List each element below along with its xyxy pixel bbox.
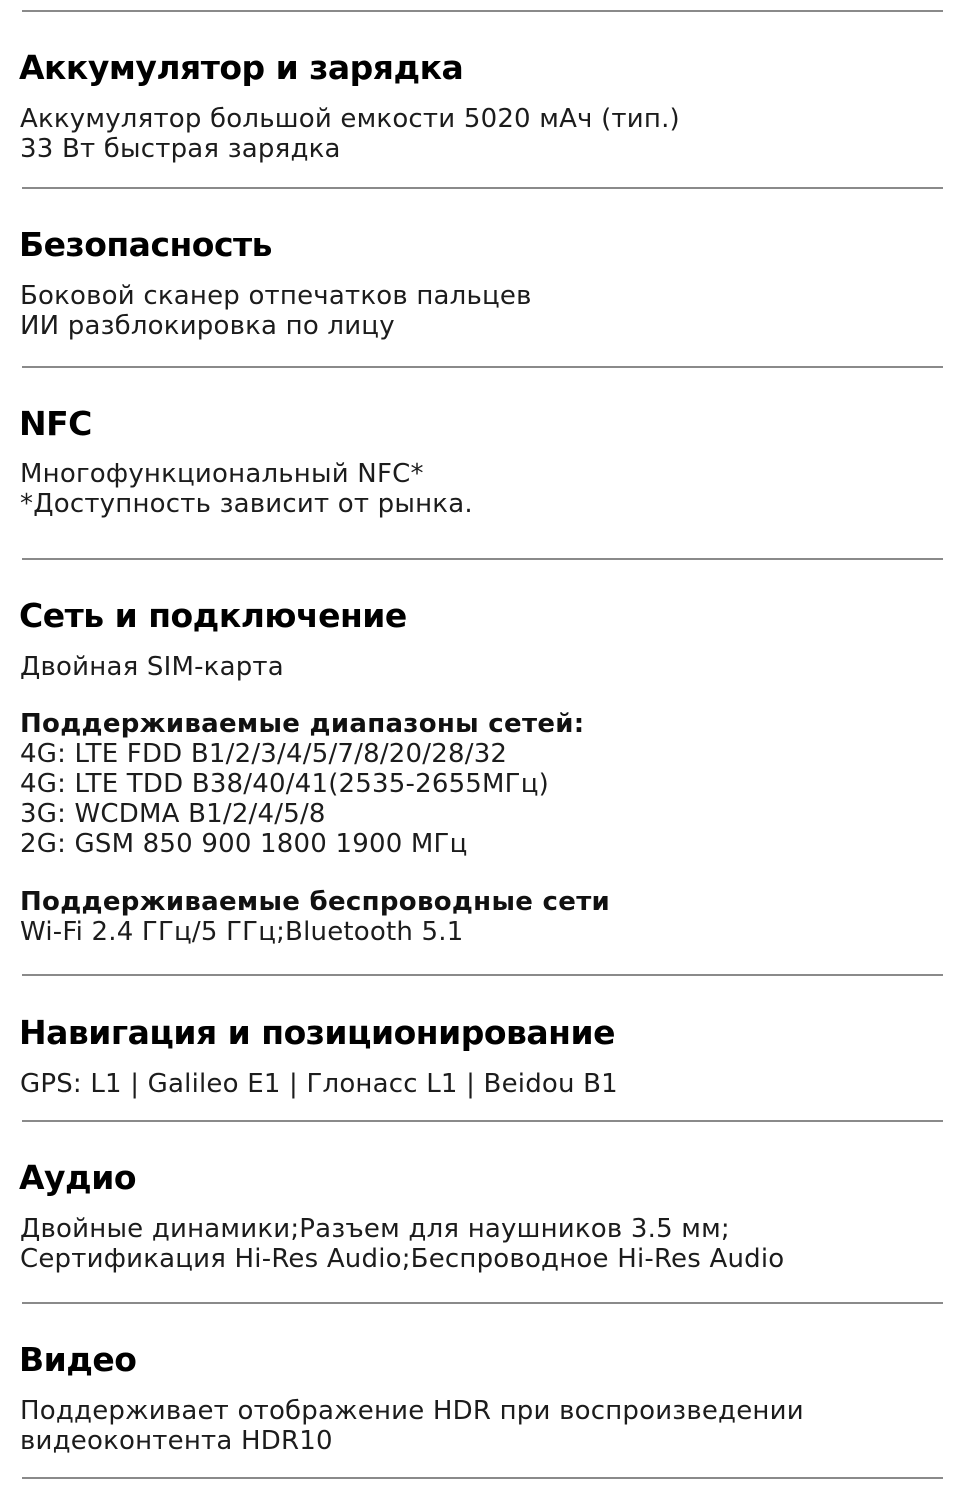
nfc-footnote-text: *Доступность зависит от рынка. xyxy=(20,489,473,519)
divider-after-nfc xyxy=(22,558,943,560)
network-band-4g-fdd: 4G: LTE FDD B1/2/3/4/5/7/8/20/28/32 xyxy=(20,739,508,769)
audio-hires-text: Сертификация Hi-Res Audio;Беспроводное Hi-Res Audio xyxy=(20,1244,785,1274)
divider-after-battery xyxy=(22,187,943,189)
divider-top xyxy=(22,10,943,12)
security-fingerprint-text: Боковой сканер отпечатков пальцев xyxy=(20,281,532,311)
network-dual-sim-text: Двойная SIM-карта xyxy=(20,652,284,682)
section-title-audio: Аудио xyxy=(19,1158,136,1197)
section-title-security: Безопасность xyxy=(19,225,273,264)
security-faceunlock-text: ИИ разблокировка по лицу xyxy=(20,311,395,341)
network-band-2g: 2G: GSM 850 900 1800 1900 МГц xyxy=(20,829,468,859)
battery-charging-text: 33 Вт быстрая зарядка xyxy=(20,134,341,164)
section-title-network: Сеть и подключение xyxy=(19,596,407,635)
section-title-battery: Аккумулятор и зарядка xyxy=(19,48,464,87)
section-title-video: Видео xyxy=(19,1340,137,1379)
network-band-3g: 3G: WCDMA B1/2/4/5/8 xyxy=(20,799,326,829)
video-hdr-text-line-1: Поддерживает отображение HDR при воспроизведении xyxy=(20,1396,804,1426)
nfc-feature-text: Многофункциональный NFC* xyxy=(20,459,424,489)
section-title-nfc: NFC xyxy=(19,404,92,443)
network-band-4g-tdd: 4G: LTE TDD B38/40/41(2535-2655МГц) xyxy=(20,769,549,799)
audio-speakers-text: Двойные динамики;Разъем для наушников 3.5 мм; xyxy=(20,1214,730,1244)
divider-after-network xyxy=(22,974,943,976)
navigation-gnss-text: GPS: L1 | Galileo E1 | Глонасс L1 | Beidou B1 xyxy=(20,1069,618,1099)
battery-capacity-text: Аккумулятор большой емкости 5020 мАч (тип.) xyxy=(20,104,680,134)
section-title-navigation: Навигация и позиционирование xyxy=(19,1013,615,1052)
divider-after-audio xyxy=(22,1302,943,1304)
video-hdr-text-line-2: видеоконтента HDR10 xyxy=(20,1426,333,1456)
divider-after-navigation xyxy=(22,1120,943,1122)
network-wireless-heading: Поддерживаемые беспроводные сети xyxy=(20,887,611,917)
network-wireless-text: Wi-Fi 2.4 ГГц/5 ГГц;Bluetooth 5.1 xyxy=(20,917,464,947)
divider-bottom xyxy=(22,1477,943,1479)
divider-after-security xyxy=(22,366,943,368)
network-bands-heading: Поддерживаемые диапазоны сетей: xyxy=(20,709,585,739)
